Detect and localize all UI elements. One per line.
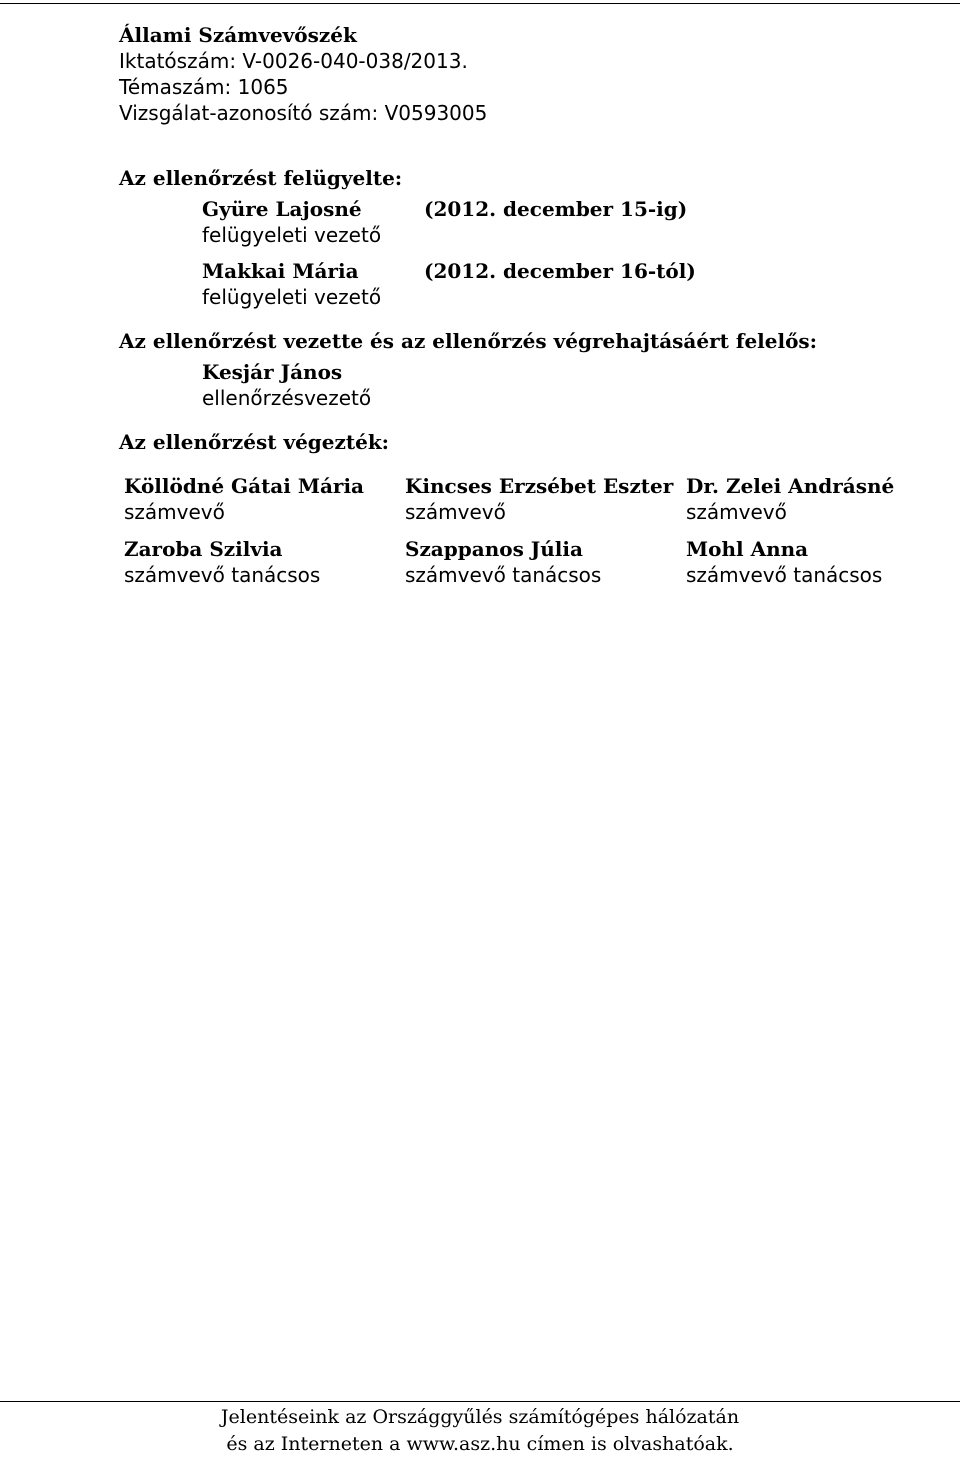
auditor-role: számvevő xyxy=(124,500,225,524)
footer xyxy=(0,1404,960,1458)
supervisor-name: Makkai Mária xyxy=(202,259,359,283)
auditor-role: számvevő tanácsos xyxy=(405,563,602,587)
supervisor-period: (2012. december 15-ig) xyxy=(424,197,688,221)
auditor-name: Szappanos Júlia xyxy=(405,537,583,561)
auditor-name: Dr. Zelei Andrásné xyxy=(686,474,895,498)
auditor-role: számvevő tanácsos xyxy=(124,563,321,587)
auditor-role: számvevő xyxy=(405,500,506,524)
audit-id: Vizsgálat-azonosító szám: V0593005 xyxy=(119,101,488,125)
supervisor-role: felügyeleti vezető xyxy=(202,223,382,247)
supervisor-name: Gyüre Lajosné xyxy=(202,197,362,221)
auditor-role: számvevő xyxy=(686,500,787,524)
footer-line: és az Interneten a www.asz.hu címen is olvashatóak. xyxy=(226,1433,734,1455)
registration-number: Iktatószám: V-0026-040-038/2013. xyxy=(119,49,468,73)
supervisor-role: felügyeleti vezető xyxy=(202,285,382,309)
top-divider xyxy=(0,3,960,4)
auditor-name: Kincses Erzsébet Eszter xyxy=(405,474,674,498)
led-heading: Az ellenőrzést vezette és az ellenőrzés végrehajtásáért felelős: xyxy=(119,329,818,353)
auditor-role: számvevő tanácsos xyxy=(686,563,883,587)
leader-name: Kesjár János xyxy=(202,360,343,384)
auditor-name: Mohl Anna xyxy=(686,537,809,561)
auditor-name: Zaroba Szilvia xyxy=(124,537,283,561)
supervised-heading: Az ellenőrzést felügyelte: xyxy=(119,166,403,190)
topic-number: Témaszám: 1065 xyxy=(119,75,289,99)
leader-role: ellenőrzésvezető xyxy=(202,386,372,410)
footer-line: Jelentéseink az Országgyűlés számítógépes hálózatán xyxy=(220,1406,740,1428)
footer-divider xyxy=(0,1401,960,1402)
supervisor-period: (2012. december 16-tól) xyxy=(424,259,696,283)
institution-name: Állami Számvevőszék xyxy=(119,23,357,47)
auditor-name: Köllödné Gátai Mária xyxy=(124,474,365,498)
performed-heading: Az ellenőrzést végezték: xyxy=(119,430,390,454)
